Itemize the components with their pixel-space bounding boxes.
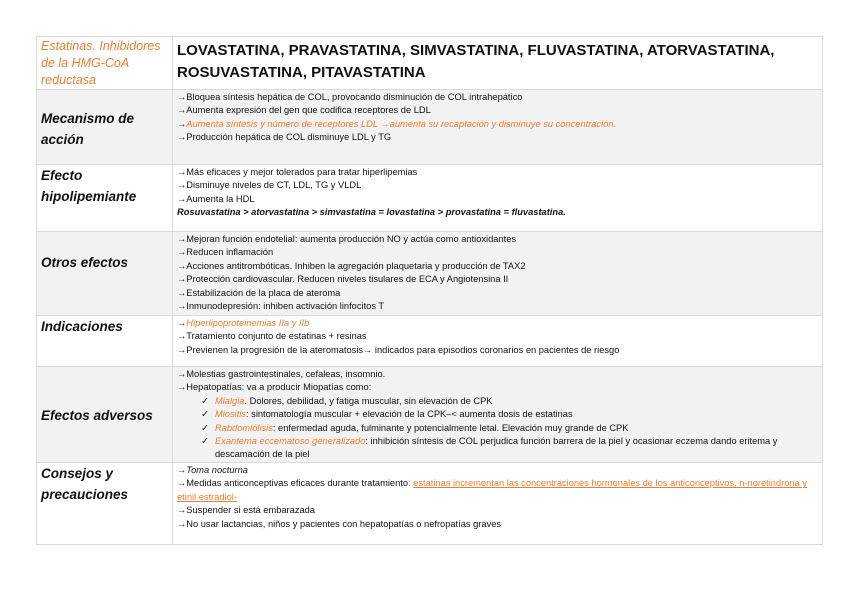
arrow-icon: → [177,167,187,177]
term: Miositis [215,409,246,420]
list-item: Suspender si está embarazada [186,505,315,516]
row-label: Indicaciones [41,319,123,334]
drug-list-heading: LOVASTATINA, PRAVASTATINA, SIMVASTATINA, FLUVASTATINA, ATORVASTATINA, ROSUVASTATINA, PITAVASTATINA [173,37,823,90]
arrow-icon: → [177,118,187,129]
arrow-icon: → [177,180,187,191]
arrow-icon: → [177,331,187,342]
row-label: Efectos adversos [41,408,153,423]
list-item: Más eficaces y mejor tolerados para tratar hiperlipemias [186,167,418,177]
statins-table [36,36,823,545]
term: Exantema eccematoso generalizado [215,436,366,447]
list-item: Mejoran función endotelial: aumenta producción NO y actúa como antioxidantes [186,234,517,244]
arrow-icon: → [177,287,187,298]
list-item-highlight: Aumenta síntesis y número de receptores LDL →aumenta su recaptación y disminuye su concentración. [186,118,617,129]
list-item: Molestias gastrointestinales, cefaleas, insomnio. [186,369,386,379]
arrow-icon: → [177,369,187,379]
check-icon: ✓ [201,395,209,406]
contraceptive-note: estatinas incrementan las concentraciones hormonales de los anticonceptivos, n-noretindrona y etinil estradiol- [177,478,807,502]
drug-class-title: Estatinas. Inhibidores de la HMG-CoA reductasa [37,37,173,90]
check-icon: ✓ [201,409,209,420]
arrow-icon: → [177,105,187,116]
list-item: Estabilización de la placa de ateroma [186,287,341,298]
list-item: Hepatopatías: va a producir Miopatías como: [186,382,372,393]
row-efecto [37,165,823,232]
row-indicaciones [37,316,823,367]
row-label: Mecanismo de acción [41,111,135,147]
arrow-icon: → [177,247,187,258]
term: Mialgia [215,395,245,406]
arrow-icon: → [177,465,187,475]
list-item: Bloquea síntesis hepática de COL, provocando disminución de COL intrahepático [186,92,523,102]
list-item: Previenen la progresión de la ateromatosis→ indicados para episodios coronarios en pacientes de riesgo [186,344,620,355]
arrow-icon: → [177,274,187,285]
list-item: Reducen inflamación [186,247,274,258]
potency-ranking: Rosuvastatina > atorvastatina > simvastatina = lovastatina > provastatina = fluvastatina. [177,207,566,218]
list-item: Toma nocturna [186,465,248,475]
row-mecanismo [37,90,823,165]
arrow-icon: → [177,301,187,312]
arrow-icon: → [177,382,187,393]
arrow-icon: → [177,518,187,529]
list-item: Aumenta la HDL [186,193,255,204]
arrow-icon: → [177,344,187,355]
arrow-icon: → [177,132,187,143]
arrow-icon: → [177,260,187,271]
list-item: Tratamiento conjunto de estatinas + resinas [186,331,367,342]
list-item: No usar lactancias, niños y pacientes con hepatopatías o nefropatías graves [186,518,502,529]
list-item-highlight: Hiperlipoproteinemias IIa y IIb [186,318,310,328]
list-item: Disminuye niveles de CT, LDL, TG y VLDL [186,180,362,191]
row-label: Consejos y precauciones [41,466,129,502]
check-icon: ✓ [201,422,209,433]
arrow-icon: → [177,478,187,489]
row-label: Efecto hipolipemiante [41,168,137,204]
list-item: Medidas anticonceptivas eficaces durante tratamiento [186,478,408,489]
check-icon: ✓ [201,436,209,447]
row-consejos: Consejos y precauciones →Toma nocturna →Medidas anticonceptivas eficaces durante tratamiento: estatinas incrementan las concentraciones hormonales de los anticonceptivos, n-noretindrona y etinil estradiol- →Suspender si está embarazada →No usar lactancias, niños y pacientes con hepatopatías o nefropatías graves [37,463,823,545]
arrow-icon: → [177,318,187,328]
term: Rabdomiólisis [215,422,273,433]
arrow-icon: → [177,92,187,102]
row-adversos: Efectos adversos →Molestias gastrointestinales, cefaleas, insomnio. →Hepatopatías: va a producir Miopatías como: ✓ Mialgia. Dolores, debilidad, y fatiga muscular, sin elevación de CPK ✓ Miositis: sintomatología muscular + elevación de la CPK–< aumenta dosis de estatinas ✓ Rabdomiólisis: enfermedad aguda, fulminante y potencialmente letal. Elevación muy grande de CPK ✓ Exantema eccematoso generalizado: inhibición síntesis de COL perjudica función barrera de la piel y ocasionar eczema dando eritema y descamación de la piel [37,367,823,463]
arrow-icon: → [177,505,187,516]
list-item: Inmunodepresión: inhiben activación linfocitos T [186,301,385,312]
arrow-icon: → [177,234,187,244]
row-otros [37,232,823,316]
list-item: Producción hepática de COL disminuye LDL y TG [186,132,392,143]
list-item: Aumenta expresión del gen que codifica receptores de LDL [186,105,431,116]
arrow-icon: → [177,193,187,204]
list-item: Acciones antitrombóticas. Inhiben la agregación plaquetaria y producción de TAX2 [186,260,526,271]
row-label: Otros efectos [41,255,129,270]
list-item: Protección cardiovascular. Reducen niveles tisulares de ECA y Angiotensina II [186,274,509,285]
